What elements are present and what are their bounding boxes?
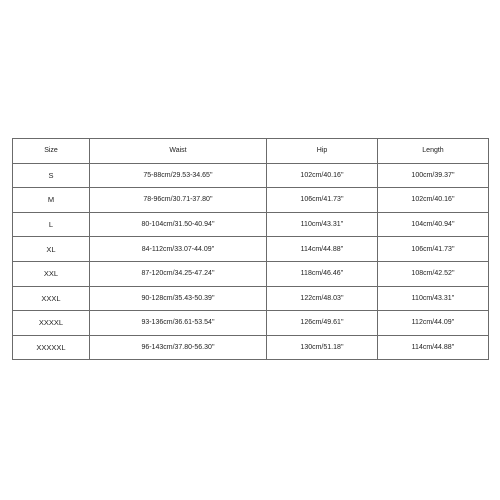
hip-cell: 130cm/51.18'' — [267, 335, 378, 360]
length-cell: 102cm/40.16'' — [378, 188, 489, 213]
length-cell: 106cm/41.73'' — [378, 237, 489, 262]
hip-cell: 106cm/41.73'' — [267, 188, 378, 213]
hip-cell: 122cm/48.03'' — [267, 286, 378, 311]
size-cell: XXXL — [13, 286, 90, 311]
table-row — [13, 261, 489, 286]
table-row — [13, 188, 489, 213]
header-waist: Waist — [90, 139, 267, 164]
waist-cell: 84-112cm/33.07-44.09'' — [90, 237, 267, 262]
hip-cell: 114cm/44.88'' — [267, 237, 378, 262]
size-cell: M — [13, 188, 90, 213]
waist-cell: 93-136cm/36.61-53.54'' — [90, 311, 267, 336]
size-cell: XXL — [13, 261, 90, 286]
size-chart-body — [13, 163, 489, 360]
header-size: Size — [13, 139, 90, 164]
table-row — [13, 335, 489, 360]
header-length: Length — [378, 139, 489, 164]
size-cell: XXXXL — [13, 311, 90, 336]
table-row — [13, 311, 489, 336]
hip-cell: 126cm/49.61'' — [267, 311, 378, 336]
waist-cell: 96-143cm/37.80-56.30'' — [90, 335, 267, 360]
table-row — [13, 212, 489, 237]
hip-cell: 118cm/46.46'' — [267, 261, 378, 286]
table-row — [13, 237, 489, 262]
length-cell: 112cm/44.09'' — [378, 311, 489, 336]
length-cell: 100cm/39.37'' — [378, 163, 489, 188]
size-cell: XXXXXL — [13, 335, 90, 360]
table-row — [13, 163, 489, 188]
waist-cell: 90-128cm/35.43-50.39'' — [90, 286, 267, 311]
size-cell: XL — [13, 237, 90, 262]
size-cell: S — [13, 163, 90, 188]
hip-cell: 110cm/43.31'' — [267, 212, 378, 237]
waist-cell: 80-104cm/31.50-40.94'' — [90, 212, 267, 237]
hip-cell: 102cm/40.16'' — [267, 163, 378, 188]
length-cell: 104cm/40.94'' — [378, 212, 489, 237]
size-chart-table — [12, 138, 489, 360]
length-cell: 108cm/42.52'' — [378, 261, 489, 286]
waist-cell: 75-88cm/29.53-34.65'' — [90, 163, 267, 188]
size-cell: L — [13, 212, 90, 237]
waist-cell: 78-96cm/30.71-37.80'' — [90, 188, 267, 213]
length-cell: 110cm/43.31'' — [378, 286, 489, 311]
waist-cell: 87-120cm/34.25-47.24'' — [90, 261, 267, 286]
header-hip: Hip — [267, 139, 378, 164]
size-chart-header — [13, 139, 489, 164]
length-cell: 114cm/44.88'' — [378, 335, 489, 360]
table-row — [13, 286, 489, 311]
header-row — [13, 139, 489, 164]
